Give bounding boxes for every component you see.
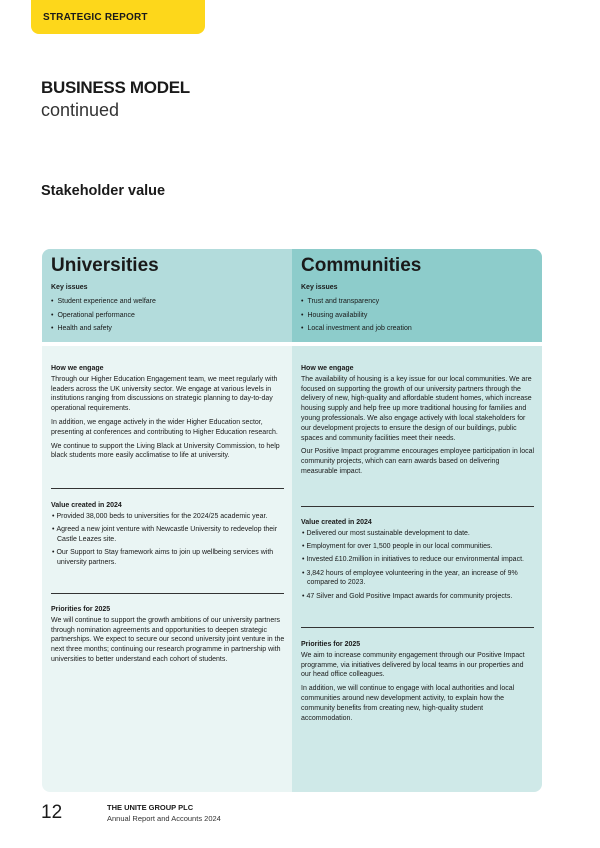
key-issue-item: • Local investment and job creation: [301, 325, 412, 339]
communities-engage-block: [301, 364, 535, 481]
value-item: • Invested £10.2million in initiatives to reduce our environmental impact.: [301, 555, 535, 565]
universities-priorities-title: Priorities for 2025: [51, 606, 111, 613]
communities-key-issues-panel: [292, 249, 542, 342]
key-issue-item: • Health and safety: [51, 325, 156, 339]
section-tab-label: STRATEGIC REPORT: [43, 12, 148, 23]
paragraph: In addition, we engage actively in the wider Higher Education sector, presenting at conferences and contributing to Higher Education research.: [51, 418, 278, 436]
universities-detail-panel: [42, 346, 292, 792]
page-number: 12: [41, 802, 63, 823]
communities-priorities-block: [301, 640, 535, 727]
universities-engage-block: [51, 364, 285, 465]
company-name: THE UNITE GROUP PLC: [107, 803, 194, 812]
communities-value-title: Value created in 2024: [301, 519, 372, 526]
paragraph: We will continue to support the growth ambitions of our university partners through nomination agreements and opportunities to deepen strategic partnerships. We expect to secure our second university joint venture in the next three months; continuing our research programme in partnership with universities to better understand each cohort of students.: [51, 616, 285, 663]
section-tab: [31, 0, 205, 34]
universities-key-issues-list: [51, 298, 156, 339]
key-issue-item: • Operational performance: [51, 312, 156, 326]
key-issue-item: • Student experience and welfare: [51, 298, 156, 312]
communities-engage-title: How we engage: [301, 365, 354, 372]
paragraph: Through our Higher Education Engagement team, we meet regularly with leaders across the UK university sector. We engage at various levels in institutions ranging from discussions on strategic planning to day-to-day operational requirements.: [51, 375, 278, 413]
key-issue-item: • Trust and transparency: [301, 298, 412, 312]
paragraph: In addition, we will continue to engage with local authorities and local communities around new development activity, to explain how the community benefits from creating new, high-quality student accommodation.: [301, 685, 515, 722]
universities-key-issues-panel: [42, 249, 292, 342]
communities-value-block: [301, 518, 535, 605]
universities-value-block: [51, 501, 285, 571]
divider: [51, 488, 284, 489]
value-item: • Delivered our most sustainable development to date.: [301, 529, 535, 539]
universities-priorities-block: [51, 605, 285, 669]
value-item: • 47 Silver and Gold Positive Impact awards for community projects.: [301, 592, 535, 602]
communities-title: Communities: [301, 255, 422, 276]
paragraph: We aim to increase community engagement through our Positive Impact programme, via initiatives delivered by local teams in our properties and our head office colleagues.: [301, 651, 525, 679]
value-item: • Provided 38,000 beds to universities for the 2024/25 academic year.: [51, 512, 285, 522]
value-item: • 3,842 hours of employee volunteering in the year, an increase of 9% compared to 2023.: [301, 569, 535, 589]
divider: [301, 627, 534, 628]
key-issue-item: • Housing availability: [301, 312, 412, 326]
communities-key-label: Key issues: [301, 284, 338, 291]
report-title: Annual Report and Accounts 2024: [107, 814, 221, 823]
communities-priorities-title: Priorities for 2025: [301, 641, 361, 648]
section-heading: Stakeholder value: [41, 183, 166, 199]
divider: [301, 506, 534, 507]
universities-engage-title: How we engage: [51, 365, 104, 372]
paragraph: We continue to support the Living Black at University Commission, to help black students more easily acclimatise to life at university.: [51, 442, 280, 460]
paragraph: The availability of housing is a key issue for our local communities. We are focused on supporting the growth of our university partners through the delivery of new, high-quality and affordable student homes, which increase housing supply and help free up more traditional housing for families and young professionals. We also engage actively with local stakeholders for our development projects to ensure the design of our buildings, public spaces and community facilities meet their needs.: [301, 375, 532, 442]
divider: [51, 593, 284, 594]
value-item: • Our Support to Stay framework aims to join up wellbeing services with university partners.: [51, 548, 285, 568]
communities-key-issues-list: [301, 298, 412, 339]
paragraph: Our Positive Impact programme encourages employee participation in local community projects, which can earn awards based on delivering measurable impact.: [301, 448, 535, 475]
page-title: BUSINESS MODEL: [41, 78, 190, 97]
value-item: • Employment for over 1,500 people in our local communities.: [301, 542, 535, 552]
value-item: • Agreed a new joint venture with Newcastle University to redevelop their Castle Leazes site.: [51, 525, 285, 545]
universities-key-label: Key issues: [51, 284, 88, 291]
universities-value-title: Value created in 2024: [51, 502, 122, 509]
communities-detail-panel: [292, 346, 542, 792]
page-subtitle: continued: [41, 100, 120, 120]
universities-title: Universities: [51, 255, 159, 276]
